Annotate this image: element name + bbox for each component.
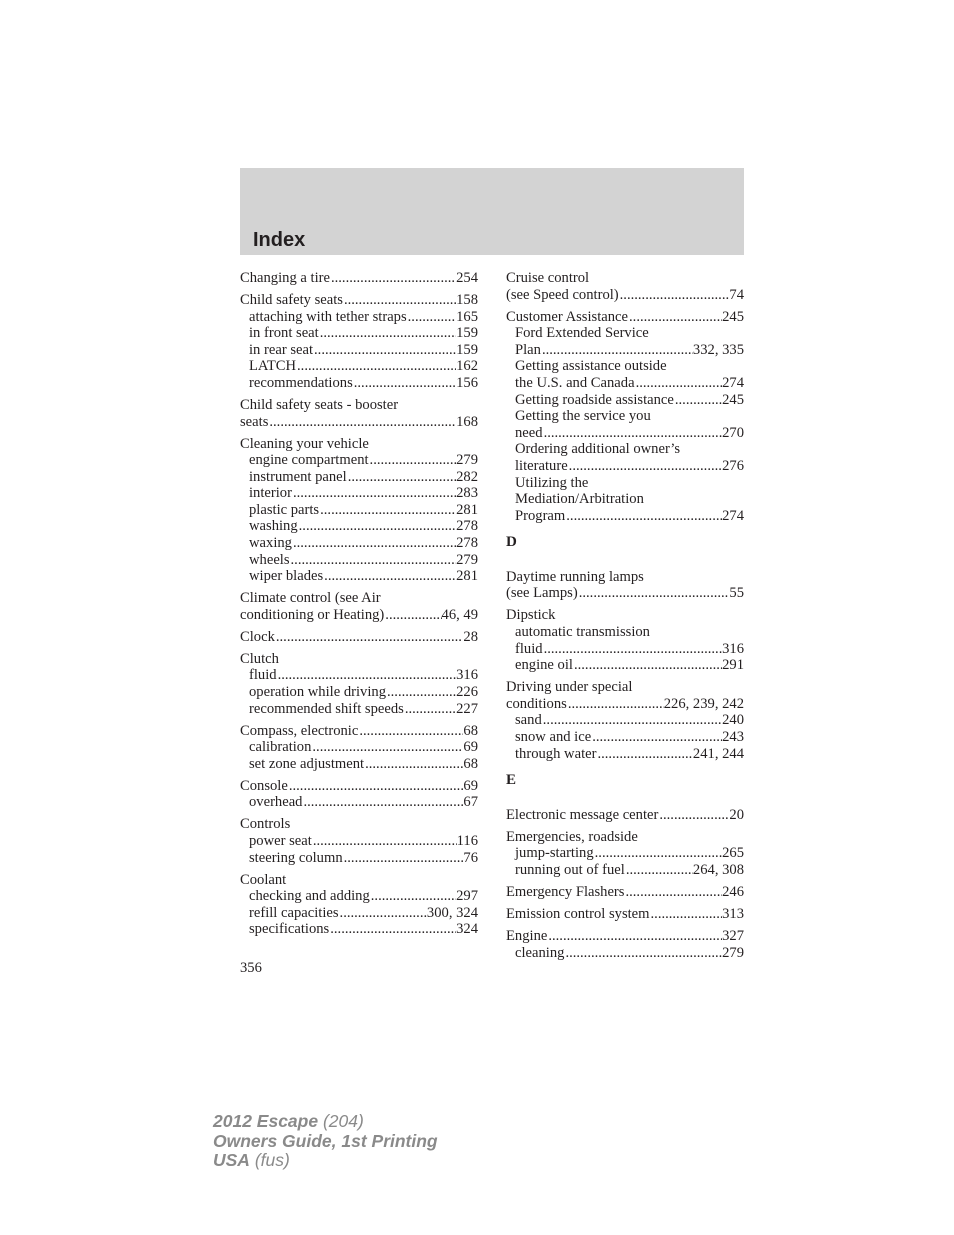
- index-subentry-line: [506, 845, 744, 862]
- index-entry-line: [240, 590, 478, 607]
- entry-text: Changing a tire: [240, 270, 330, 286]
- entry-text: Utilizing the: [515, 474, 589, 491]
- entry-page-ref: 76: [463, 849, 478, 866]
- index-subentry-line: [506, 657, 744, 674]
- entry-page-ref: 300, 324: [426, 904, 478, 921]
- entry-text: Getting the service you: [515, 408, 651, 425]
- index-entry: [240, 590, 478, 623]
- index-section-letter: D: [506, 534, 517, 551]
- entry-text: washing: [249, 518, 298, 535]
- index-entry: [506, 906, 744, 923]
- entry-text: the U.S. and Canada: [515, 374, 635, 391]
- index-subentry-line: [240, 485, 478, 502]
- entry-text: Controls: [240, 816, 291, 833]
- index-subentry-line: [506, 729, 744, 746]
- entry-page-ref: 165: [456, 308, 478, 325]
- entry-page-ref: 278: [456, 535, 478, 552]
- index-subentry-line: [240, 535, 478, 552]
- index-entry: [506, 569, 744, 602]
- entry-text: sand: [515, 712, 542, 729]
- dot-leader: [343, 850, 464, 867]
- entry-page-ref: 159: [456, 341, 478, 358]
- entry-page-ref: 291: [722, 657, 744, 674]
- entry-text: running out of fuel: [515, 861, 625, 878]
- index-subentry-line: [506, 641, 744, 658]
- entry-text: plastic parts: [249, 501, 320, 518]
- entry-page-ref: 279: [456, 551, 478, 568]
- index-entry-line: [240, 397, 478, 414]
- index-subentry-line: [506, 408, 744, 425]
- entry-text: set zone adjustment: [249, 755, 365, 772]
- index-entry: [240, 651, 478, 717]
- index-entry: [506, 309, 744, 525]
- index-entry-line: [240, 270, 478, 287]
- index-entry-line: [240, 723, 478, 740]
- index-entry-line: [506, 585, 744, 602]
- entry-text: Coolant: [240, 871, 287, 888]
- entry-text: Mediation/Arbitration: [515, 491, 644, 508]
- dot-leader: [329, 921, 456, 938]
- entry-text: recommended shift speeds: [249, 700, 404, 717]
- index-entry-line: [506, 270, 744, 287]
- entry-text: overhead: [249, 794, 303, 811]
- entry-text: operation while driving: [249, 684, 386, 700]
- entry-text: instrument panel: [249, 468, 347, 485]
- index-subentry-line: [506, 441, 744, 458]
- dot-leader: [596, 746, 692, 763]
- dot-leader: [369, 452, 457, 469]
- index-subentry-line: [240, 684, 478, 701]
- footer-line-3: USA (fus): [213, 1150, 290, 1170]
- dot-leader: [339, 905, 427, 922]
- entry-text: fluid: [249, 667, 277, 684]
- index-subentry-line: [240, 469, 478, 486]
- dot-leader: [658, 807, 729, 824]
- index-entry: [240, 816, 478, 866]
- entry-page-ref: 279: [456, 452, 478, 469]
- index-subentry-line: [506, 342, 744, 359]
- entry-text: Dipstick: [506, 607, 556, 624]
- entry-page-ref: 69: [463, 777, 478, 794]
- entry-page-ref: 243: [722, 729, 744, 746]
- index-entry-line: [240, 816, 478, 833]
- dot-leader: [567, 696, 664, 713]
- entry-text: jump-starting: [515, 845, 594, 862]
- index-entry-line: [506, 829, 744, 846]
- dot-leader: [353, 375, 456, 392]
- index-subentry-line: [240, 850, 478, 867]
- entry-text: Driving under special: [506, 679, 633, 696]
- entry-text: Getting assistance outside: [515, 358, 667, 375]
- dot-leader: [542, 712, 722, 729]
- entry-page-ref: 67: [463, 794, 478, 811]
- entry-page-ref: 254: [456, 270, 478, 286]
- entry-text: Emergencies, roadside: [506, 828, 638, 845]
- dot-leader: [343, 292, 456, 309]
- entry-page-ref: 226, 239, 242: [663, 695, 744, 712]
- dot-leader: [635, 375, 723, 392]
- entry-page-ref: 282: [456, 468, 478, 485]
- index-entry: [240, 778, 478, 811]
- entry-page-ref: 227: [456, 700, 478, 717]
- index-subentry-line: [240, 905, 478, 922]
- entry-text: Electronic message center: [506, 806, 659, 823]
- dot-leader: [296, 358, 456, 375]
- entry-page-ref: 20: [729, 806, 744, 823]
- dot-leader: [650, 906, 723, 923]
- entry-text: attaching with tether straps: [249, 308, 407, 325]
- index-subentry-line: [240, 833, 478, 850]
- dot-leader: [407, 309, 456, 326]
- entry-text: Engine: [506, 927, 548, 944]
- entry-page-ref: 324: [456, 921, 478, 938]
- index-subentry-line: [240, 921, 478, 938]
- entry-text: Ford Extended Service: [515, 325, 649, 342]
- entry-page-ref: 316: [456, 667, 478, 684]
- dot-leader: [386, 684, 456, 701]
- index-subentry-line: [240, 375, 478, 392]
- dot-leader: [543, 425, 723, 442]
- entry-page-ref: 245: [722, 391, 744, 408]
- index-subentry-line: [240, 518, 478, 535]
- entry-page-ref: 274: [722, 374, 744, 391]
- entry-text: snow and ice: [515, 729, 592, 746]
- entry-page-ref: 68: [463, 755, 478, 772]
- entry-page-ref: 281: [456, 568, 478, 585]
- page-title: Index: [253, 229, 306, 251]
- dot-leader: [288, 778, 464, 795]
- dot-leader: [594, 845, 722, 862]
- index-subentry-line: [240, 309, 478, 326]
- index-subentry-line: [240, 739, 478, 756]
- entry-page-ref: 245: [722, 308, 744, 325]
- dot-leader: [319, 502, 456, 519]
- index-subentry-line: [506, 712, 744, 729]
- entry-text: in front seat: [249, 325, 319, 342]
- entry-text: refill capacities: [249, 904, 339, 921]
- entry-text: seats: [240, 413, 269, 430]
- index-entry: [240, 397, 478, 430]
- entry-page-ref: 162: [456, 358, 478, 375]
- entry-text: Plan: [515, 341, 541, 358]
- index-subentry-line: [506, 458, 744, 475]
- footer-line-1: 2012 Escape (204): [213, 1111, 364, 1131]
- entry-page-ref: 28: [463, 628, 478, 645]
- entry-text: Child safety seats - booster: [240, 396, 399, 413]
- index-subentry-line: [240, 794, 478, 811]
- index-column-left: [240, 270, 478, 943]
- entry-text: engine oil: [515, 657, 573, 674]
- index-subentry-line: [506, 475, 744, 492]
- entry-text: Clock: [240, 628, 275, 645]
- entry-text: fluid: [515, 640, 543, 657]
- index-entry: [240, 629, 478, 646]
- index-entry: [506, 679, 744, 762]
- dot-leader: [547, 928, 722, 945]
- index-subentry-line: [506, 491, 744, 508]
- entry-page-ref: 297: [456, 888, 478, 905]
- entry-text: wheels: [249, 551, 290, 568]
- entry-text: literature: [515, 457, 568, 474]
- dot-leader: [302, 794, 463, 811]
- index-entry-line: [240, 436, 478, 453]
- index-subentry-line: [240, 452, 478, 469]
- entry-page-ref: 313: [722, 905, 744, 922]
- dot-leader: [298, 518, 456, 535]
- entry-page-ref: 240: [722, 712, 744, 729]
- dot-leader: [619, 287, 730, 304]
- dot-leader: [268, 414, 456, 431]
- dot-leader: [313, 342, 456, 359]
- entry-text: Cruise control: [506, 270, 590, 286]
- index-section-letter: E: [506, 772, 517, 789]
- entry-page-ref: 274: [722, 507, 744, 524]
- index-header-band: [240, 168, 744, 255]
- dot-leader: [573, 657, 722, 674]
- entry-text: Getting roadside assistance: [515, 391, 674, 408]
- index-entry-line: [506, 569, 744, 586]
- entry-page-ref: 270: [722, 424, 744, 441]
- dot-leader: [370, 888, 456, 905]
- dot-leader: [319, 325, 456, 342]
- dot-leader: [347, 469, 456, 486]
- dot-leader: [292, 535, 456, 552]
- index-subentry-line: [506, 325, 744, 342]
- dot-leader: [541, 342, 693, 359]
- index-entry: [240, 292, 478, 392]
- footer-line-2: Owners Guide, 1st Printing: [213, 1130, 438, 1151]
- entry-page-ref: 332, 335: [692, 341, 744, 358]
- dot-leader: [674, 392, 722, 409]
- entry-text: wiper blades: [249, 568, 324, 585]
- index-subentry-line: [506, 746, 744, 763]
- entry-text: waxing: [249, 535, 292, 552]
- entry-text: Child safety seats: [240, 291, 343, 308]
- entry-text: Compass, electronic: [240, 722, 359, 739]
- entry-page-ref: 116: [456, 832, 478, 849]
- dot-leader: [578, 585, 730, 602]
- entry-page-ref: 265: [722, 845, 744, 862]
- entry-text: steering column: [249, 849, 343, 866]
- entry-text: Climate control (see Air: [240, 590, 381, 607]
- entry-text: Clutch: [240, 650, 279, 667]
- index-subentry-line: [506, 862, 744, 879]
- entry-text: LATCH: [249, 358, 297, 375]
- footer: [213, 1112, 438, 1171]
- dot-leader: [564, 945, 722, 962]
- index-subentry-line: [240, 888, 478, 905]
- entry-page-ref: 278: [456, 518, 478, 535]
- index-entry: [506, 829, 744, 879]
- dot-leader: [591, 729, 722, 746]
- index-entry-line: [240, 629, 478, 646]
- entry-page-ref: 316: [722, 640, 744, 657]
- entry-text: through water: [515, 745, 597, 762]
- dot-leader: [358, 723, 463, 740]
- index-entry-line: [240, 414, 478, 431]
- dot-leader: [384, 607, 441, 624]
- entry-page-ref: 55: [729, 585, 744, 602]
- entry-text: Customer Assistance: [506, 308, 629, 325]
- index-entry: [506, 884, 744, 901]
- index-subentry-line: [506, 375, 744, 392]
- dot-leader: [628, 309, 722, 326]
- dot-leader: [404, 701, 456, 718]
- index-column-right: [506, 270, 744, 967]
- index-subentry-line: [240, 701, 478, 718]
- entry-text: recommendations: [249, 374, 353, 391]
- index-subentry-line: [240, 325, 478, 342]
- entry-text: cleaning: [515, 944, 565, 961]
- entry-page-ref: 264, 308: [692, 861, 744, 878]
- entry-page-ref: 74: [729, 286, 744, 303]
- index-subentry-line: [506, 425, 744, 442]
- entry-page-ref: 156: [456, 374, 478, 391]
- index-entry: [240, 872, 478, 938]
- entry-page-ref: 159: [456, 325, 478, 342]
- index-entry: [506, 807, 744, 824]
- index-entry-line: [240, 778, 478, 795]
- entry-text: conditions: [506, 695, 567, 712]
- index-entry: [506, 607, 744, 673]
- dot-leader: [568, 458, 722, 475]
- entry-text: power seat: [249, 832, 312, 849]
- index-subentry-line: [506, 624, 744, 641]
- index-entry-line: [506, 807, 744, 824]
- entry-page-ref: 168: [456, 413, 478, 430]
- entry-text: engine compartment: [249, 452, 369, 469]
- index-subentry-line: [240, 502, 478, 519]
- entry-text: (see Lamps): [506, 585, 578, 602]
- index-subentry-line: [240, 342, 478, 359]
- index-entry-line: [506, 884, 744, 901]
- entry-text: Console: [240, 777, 288, 794]
- entry-page-ref: 246: [722, 883, 744, 900]
- index-entry-line: [240, 872, 478, 889]
- index-subentry-line: [506, 508, 744, 525]
- dot-leader: [290, 552, 457, 569]
- entry-page-ref: 283: [456, 485, 478, 502]
- index-subentry-line: [240, 552, 478, 569]
- entry-page-ref: 68: [463, 722, 478, 739]
- dot-leader: [275, 629, 464, 646]
- index-subentry-line: [506, 392, 744, 409]
- dot-leader: [311, 739, 463, 756]
- entry-text: (see Speed control): [506, 286, 619, 303]
- entry-page-ref: 158: [456, 291, 478, 308]
- index-entry-line: [506, 607, 744, 624]
- index-entry: [240, 270, 478, 287]
- index-subentry-line: [240, 568, 478, 585]
- index-entry-line: [240, 292, 478, 309]
- entry-text: Daytime running lamps: [506, 568, 644, 585]
- dot-leader: [364, 756, 463, 773]
- index-entry-line: [506, 696, 744, 713]
- index-subentry-line: [240, 358, 478, 375]
- dot-leader: [292, 485, 456, 502]
- dot-leader: [565, 508, 722, 525]
- entry-page-ref: 241, 244: [692, 745, 744, 762]
- dot-leader: [277, 667, 457, 684]
- entry-text: Program: [515, 507, 566, 524]
- index-entry: [506, 928, 744, 961]
- index-entry-line: [506, 906, 744, 923]
- entry-text: Emission control system: [506, 905, 650, 922]
- index-subentry-line: [506, 945, 744, 962]
- entry-page-ref: 226: [456, 684, 478, 700]
- index-entry: [506, 270, 744, 303]
- page-number: 356: [240, 960, 262, 976]
- entry-page-ref: 281: [456, 501, 478, 518]
- entry-page-ref: 69: [463, 739, 478, 756]
- entry-text: automatic transmission: [515, 624, 650, 641]
- index-entry-line: [506, 679, 744, 696]
- entry-text: interior: [249, 485, 292, 502]
- entry-text: Emergency Flashers: [506, 883, 625, 900]
- dot-leader: [625, 862, 693, 879]
- entry-text: Ordering additional owner’s: [515, 441, 681, 458]
- dot-leader: [330, 270, 456, 287]
- index-entry-line: [506, 287, 744, 304]
- index-subentry-line: [240, 667, 478, 684]
- entry-page-ref: 279: [722, 944, 744, 961]
- index-entry-line: [240, 607, 478, 624]
- entry-text: specifications: [249, 921, 330, 938]
- index-subentry-line: [506, 358, 744, 375]
- dot-leader: [323, 568, 456, 585]
- entry-page-ref: 46, 49: [441, 606, 478, 623]
- entry-page-ref: 327: [722, 927, 744, 944]
- entry-text: Cleaning your vehicle: [240, 435, 369, 452]
- index-entry-line: [240, 651, 478, 668]
- entry-text: conditioning or Heating): [240, 606, 385, 623]
- dot-leader: [312, 833, 457, 850]
- entry-page-ref: 276: [722, 457, 744, 474]
- index-entry-line: [506, 928, 744, 945]
- dot-leader: [543, 641, 723, 658]
- index-subentry-line: [240, 756, 478, 773]
- entry-text: need: [515, 424, 543, 441]
- index-entry-line: [506, 309, 744, 326]
- entry-text: checking and adding: [249, 888, 370, 905]
- entry-text: calibration: [249, 739, 312, 756]
- entry-text: in rear seat: [249, 341, 314, 358]
- index-entry: [240, 723, 478, 773]
- index-entry: [240, 436, 478, 585]
- dot-leader: [624, 884, 722, 901]
